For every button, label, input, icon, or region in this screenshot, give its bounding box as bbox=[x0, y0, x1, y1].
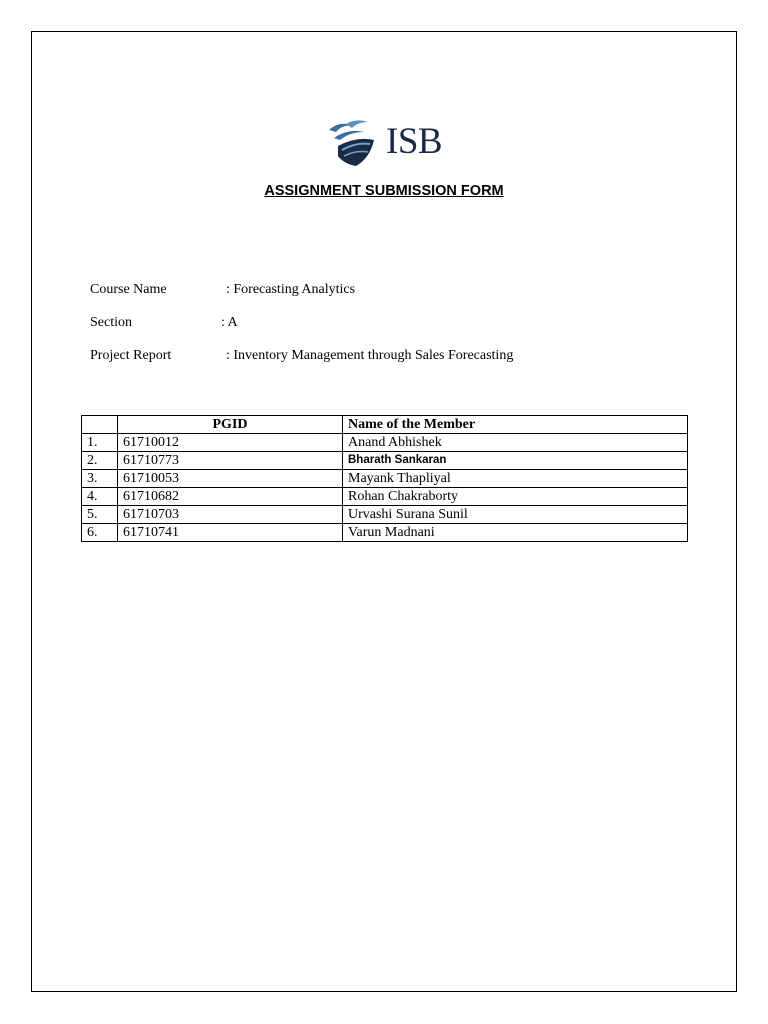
member-name-cell: Mayank Thapliyal bbox=[343, 470, 688, 488]
member-name-cell: Urvashi Surana Sunil bbox=[343, 506, 688, 524]
course-name-label: Course Name bbox=[90, 282, 167, 297]
isb-logo-text: ISB bbox=[386, 121, 443, 162]
pgid-cell: 61710012 bbox=[118, 434, 343, 452]
isb-logo bbox=[326, 118, 456, 170]
pgid-cell: 61710741 bbox=[118, 524, 343, 542]
table-row bbox=[82, 434, 688, 452]
row-number: 1. bbox=[82, 434, 118, 452]
pgid-header: PGID bbox=[118, 416, 343, 434]
member-name-cell: Rohan Chakraborty bbox=[343, 488, 688, 506]
row-number: 2. bbox=[82, 452, 118, 470]
pgid-cell: 61710682 bbox=[118, 488, 343, 506]
pgid-cell: 61710773 bbox=[118, 452, 343, 470]
row-number: 6. bbox=[82, 524, 118, 542]
member-name-cell: Bharath Sankaran bbox=[343, 452, 688, 470]
section-label: Section bbox=[90, 315, 132, 330]
section-value: : A bbox=[221, 315, 238, 330]
no-header bbox=[82, 416, 118, 434]
table-header-row bbox=[82, 416, 688, 434]
table-row bbox=[82, 524, 688, 542]
member-name-header: Name of the Member bbox=[343, 416, 688, 434]
course-name-row bbox=[90, 282, 356, 298]
project-report-label: Project Report bbox=[90, 348, 172, 363]
table-row bbox=[82, 488, 688, 506]
table-row bbox=[82, 506, 688, 524]
table-row bbox=[82, 470, 688, 488]
row-number: 4. bbox=[82, 488, 118, 506]
project-report-value: : Inventory Management through Sales Forecasting bbox=[226, 348, 514, 363]
pgid-cell: 61710703 bbox=[118, 506, 343, 524]
row-number: 3. bbox=[82, 470, 118, 488]
project-report-row bbox=[90, 348, 514, 364]
course-name-value: : Forecasting Analytics bbox=[226, 282, 356, 297]
pgid-cell: 61710053 bbox=[118, 470, 343, 488]
form-title: ASSIGNMENT SUBMISSION FORM bbox=[264, 183, 504, 199]
table-row bbox=[82, 452, 688, 470]
isb-emblem-icon bbox=[326, 118, 382, 170]
section-row bbox=[90, 315, 238, 331]
members-table bbox=[81, 415, 688, 542]
member-name-cell: Varun Madnani bbox=[343, 524, 688, 542]
member-name-cell: Anand Abhishek bbox=[343, 434, 688, 452]
row-number: 5. bbox=[82, 506, 118, 524]
